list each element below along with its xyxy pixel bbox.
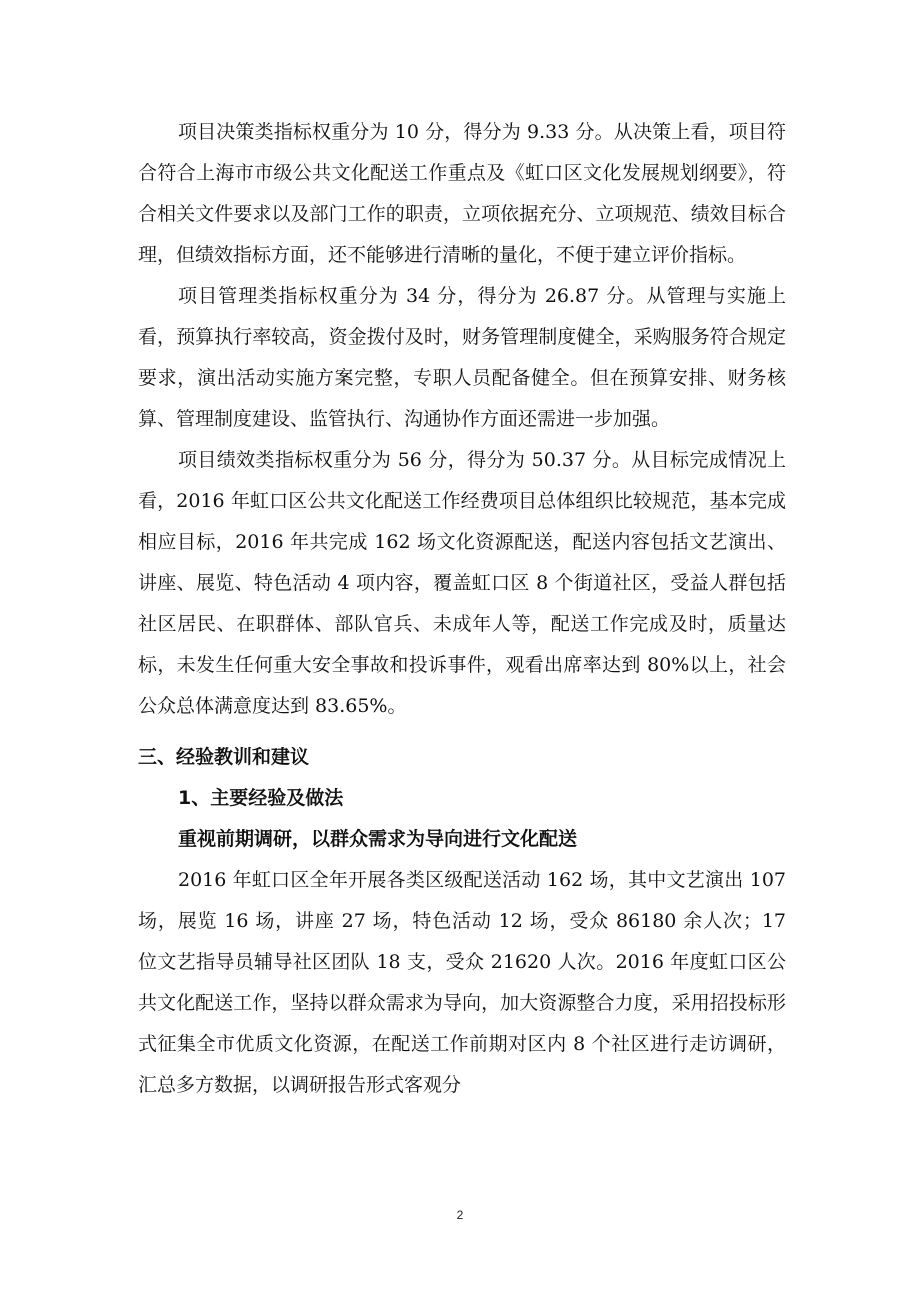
paragraph-performance: 项目绩效类指标权重分为 56 分，得分为 50.37 分。从目标完成情况上看，2016 年虹口区公共文化配送工作经费项目总体组织比较规范，基本完成相应目标，2016 年共完成 162 场文化资源配送，配送内容包括文艺演出、讲座、展览、特色活动 4 项内容，覆盖虹口区 8 个街道社区，受益人群包括社区居民、在职群体、部队官兵、未成年人等，配送工作完成及时，质量达标，未发生任何重大安全事故和投诉事件，观看出席率达到 80%以上，社会公众总体满意度达到 83.65%。: [138, 449, 786, 717]
page-number: 2: [456, 1208, 464, 1222]
paragraph-activities: 2016 年虹口区全年开展各类区级配送活动 162 场，其中文艺演出 107 场，展览 16 场，讲座 27 场，特色活动 12 场，受众 86180 余人次；17 位文艺指导员辅导社区团队 18 支，受众 21620 人次。2016 年度虹口区公共文化配送工作，坚持以群众需求为导向，加大资源整合力度，采用招投标形式征集全市优质文化资源，在配送工作前期对区内 8 个社区进行走访调研，汇总多方数据，以调研报告形式客观分: [138, 869, 786, 1096]
sub-subsection-heading: 重视前期调研，以群众需求为导向进行文化配送: [178, 828, 578, 850]
paragraph-management: 项目管理类指标权重分为 34 分，得分为 26.87 分。从管理与实施上看，预算执行率较高，资金拨付及时，财务管理制度健全，采购服务符合规定要求，演出活动实施方案完整，专职人员配备健全。但在预算安排、财务核算、管理制度建设、监管执行、沟通协作方面还需进一步加强。: [138, 285, 786, 430]
paragraph-decision: 项目决策类指标权重分为 10 分，得分为 9.33 分。从决策上看，项目符合符合上海市市级公共文化配送工作重点及《虹口区文化发展规划纲要》，符合相关文件要求以及部门工作的职责，立项依据充分、立项规范、绩效目标合理，但绩效指标方面，还不能够进行清晰的量化，不便于建立评价指标。: [138, 121, 786, 266]
page-content: [138, 112, 786, 1106]
subsection-heading: 1、主要经验及做法: [178, 787, 344, 809]
section-heading: 三、经验教训和建议: [138, 746, 310, 768]
